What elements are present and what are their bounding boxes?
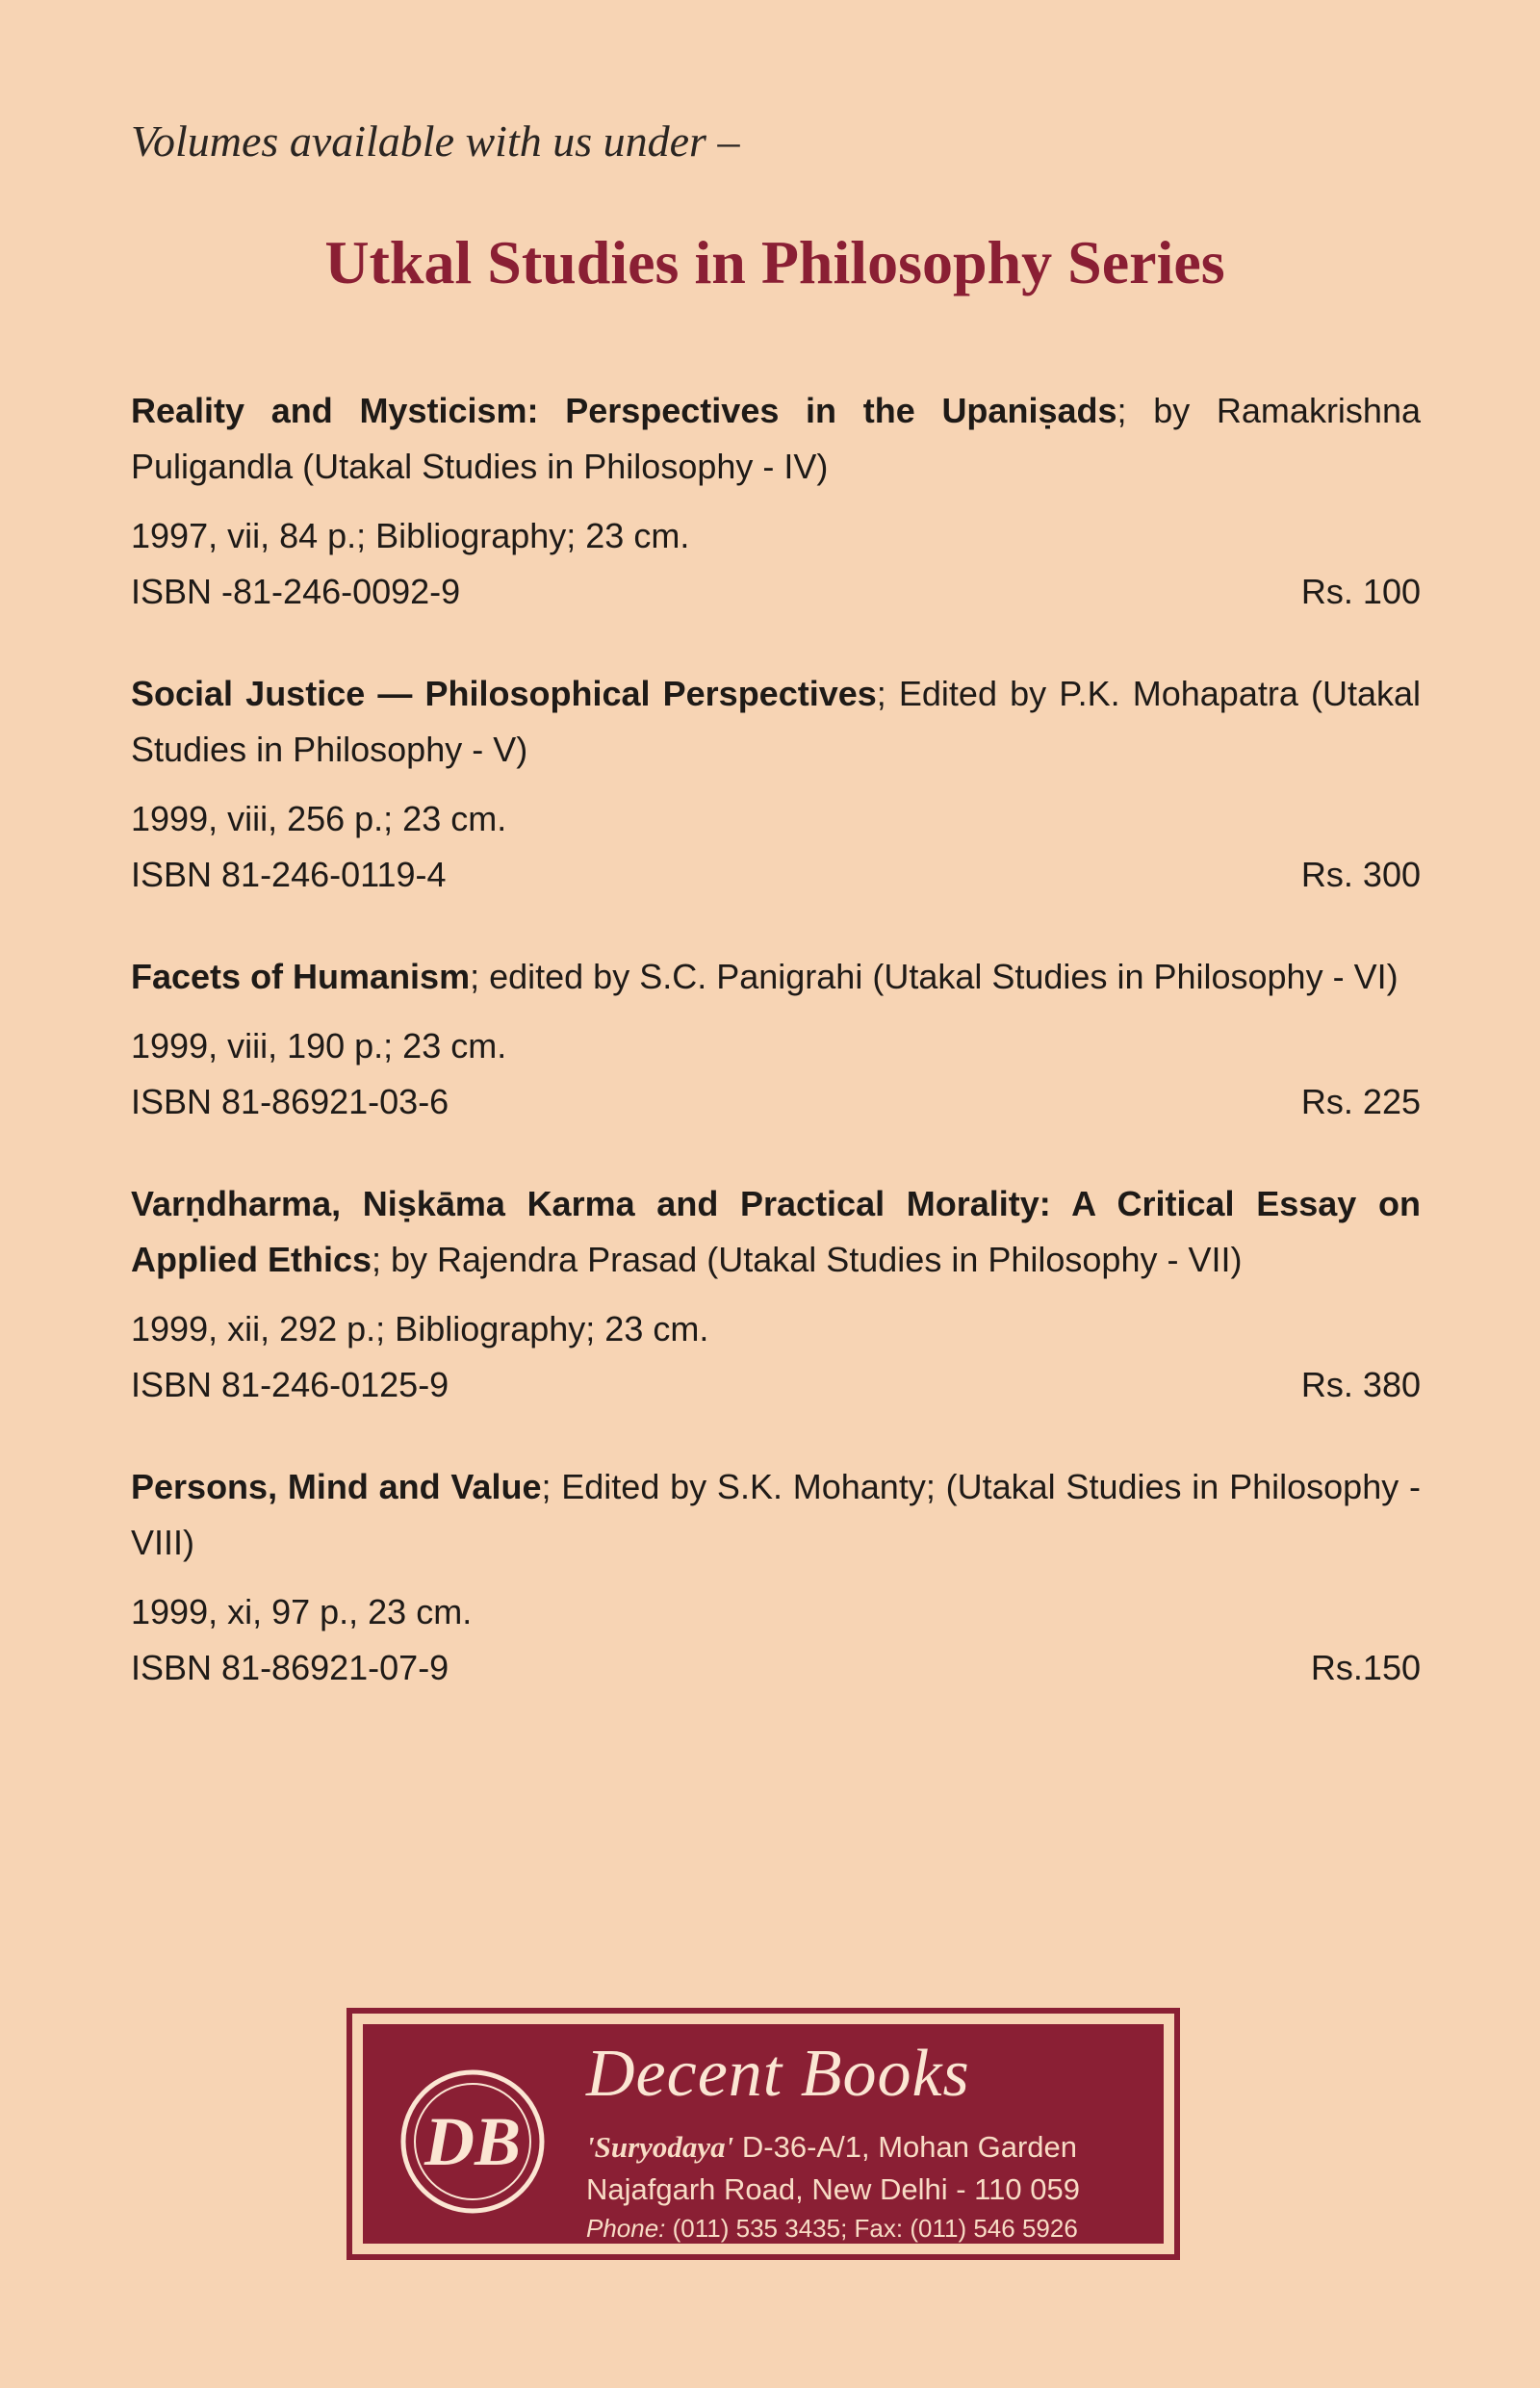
publisher-panel	[360, 2021, 1167, 2247]
phone-number: (011) 535 3435;	[672, 2214, 848, 2243]
fax-number: (011) 546 5926	[910, 2214, 1078, 2243]
book-details: 1999, viii, 190 p.; 23 cm.	[131, 1026, 507, 1066]
book-isbn: ISBN 81-246-0119-4	[131, 855, 447, 894]
publisher-house-name: 'Suryodaya'	[586, 2130, 734, 2164]
publisher-address-line-1	[586, 2130, 1077, 2165]
book-details: 1999, xii, 292 p.; Bibliography; 23 cm.	[131, 1309, 709, 1348]
publisher-emblem-icon	[396, 2065, 550, 2219]
book-meta	[131, 791, 1421, 903]
book-isbn: ISBN 81-86921-03-6	[131, 1082, 449, 1121]
book-credits: ; by Rajendra Prasad (Utakal Studies in Philosophy - VII)	[372, 1240, 1243, 1279]
book-entry	[131, 1176, 1421, 1413]
series-title: Utkal Studies in Philosophy Series	[324, 228, 1225, 296]
book-price: Rs. 225	[1300, 1082, 1421, 1121]
book-entry	[131, 949, 1421, 1130]
intro-text: Volumes available with us under –	[131, 116, 740, 166]
book-description	[131, 666, 1421, 778]
book-details: 1999, viii, 256 p.; 23 cm.	[131, 799, 507, 838]
book-isbn: ISBN 81-246-0125-9	[131, 1365, 449, 1404]
book-price: Rs. 300	[1300, 855, 1421, 894]
phone-label: Phone:	[586, 2214, 666, 2243]
book-price: Rs. 380	[1300, 1365, 1421, 1404]
publisher-name: Decent Books	[586, 2037, 970, 2111]
address-street: D-36-A/1, Mohan Garden	[741, 2130, 1077, 2164]
book-meta	[131, 1301, 1421, 1413]
book-title: Varṇdharma, Niṣkāma Karma and Practical Morality: A Critical Essay on Applied Ethics	[131, 1184, 1421, 1279]
book-meta	[131, 508, 1421, 620]
book-description	[131, 1176, 1421, 1288]
book-meta	[131, 1018, 1421, 1130]
book-price: Rs.150	[1310, 1648, 1421, 1687]
emblem-letters: DB	[424, 2103, 522, 2180]
book-isbn: ISBN -81-246-0092-9	[131, 572, 461, 611]
isbn-price-row	[131, 564, 1421, 620]
book-description	[131, 1459, 1421, 1571]
book-description	[131, 383, 1421, 495]
book-credits: ; Edited by S.K. Mohanty; (Utakal Studies in Philosophy - VIII)	[131, 1467, 1421, 1562]
book-details: 1999, xi, 97 p., 23 cm.	[131, 1592, 473, 1631]
publisher-logo-box	[346, 2008, 1180, 2260]
book-list	[131, 383, 1421, 1742]
book-credits: ; edited by S.C. Panigrahi (Utakal Studies in Philosophy - VI)	[470, 957, 1399, 996]
book-entry	[131, 666, 1421, 903]
isbn-price-row	[131, 847, 1421, 903]
isbn-price-row	[131, 1074, 1421, 1130]
book-title: Social Justice — Philosophical Perspectives	[131, 674, 877, 713]
book-entry	[131, 383, 1421, 620]
book-price: Rs. 100	[1300, 572, 1421, 611]
book-description	[131, 949, 1421, 1005]
book-title: Facets of Humanism	[131, 957, 471, 996]
publisher-address-line-2: Najafgarh Road, New Delhi - 110 059	[586, 2172, 1080, 2206]
book-credits: ; by Ramakrishna Puligandla (Utakal Studies in Philosophy - IV)	[131, 391, 1421, 486]
book-credits: ; Edited by P.K. Mohapatra (Utakal Studies in Philosophy - V)	[131, 674, 1421, 769]
book-title: Persons, Mind and Value	[131, 1467, 542, 1506]
book-details: 1997, vii, 84 p.; Bibliography; 23 cm.	[131, 516, 690, 555]
book-meta	[131, 1584, 1421, 1696]
isbn-price-row	[131, 1640, 1421, 1696]
book-title: Reality and Mysticism: Perspectives in the Upaniṣads	[131, 391, 1117, 430]
fax-label: Fax:	[854, 2214, 904, 2243]
book-entry	[131, 1459, 1421, 1696]
publisher-contact	[586, 2214, 1078, 2244]
isbn-price-row	[131, 1357, 1421, 1413]
book-isbn: ISBN 81-86921-07-9	[131, 1648, 449, 1687]
